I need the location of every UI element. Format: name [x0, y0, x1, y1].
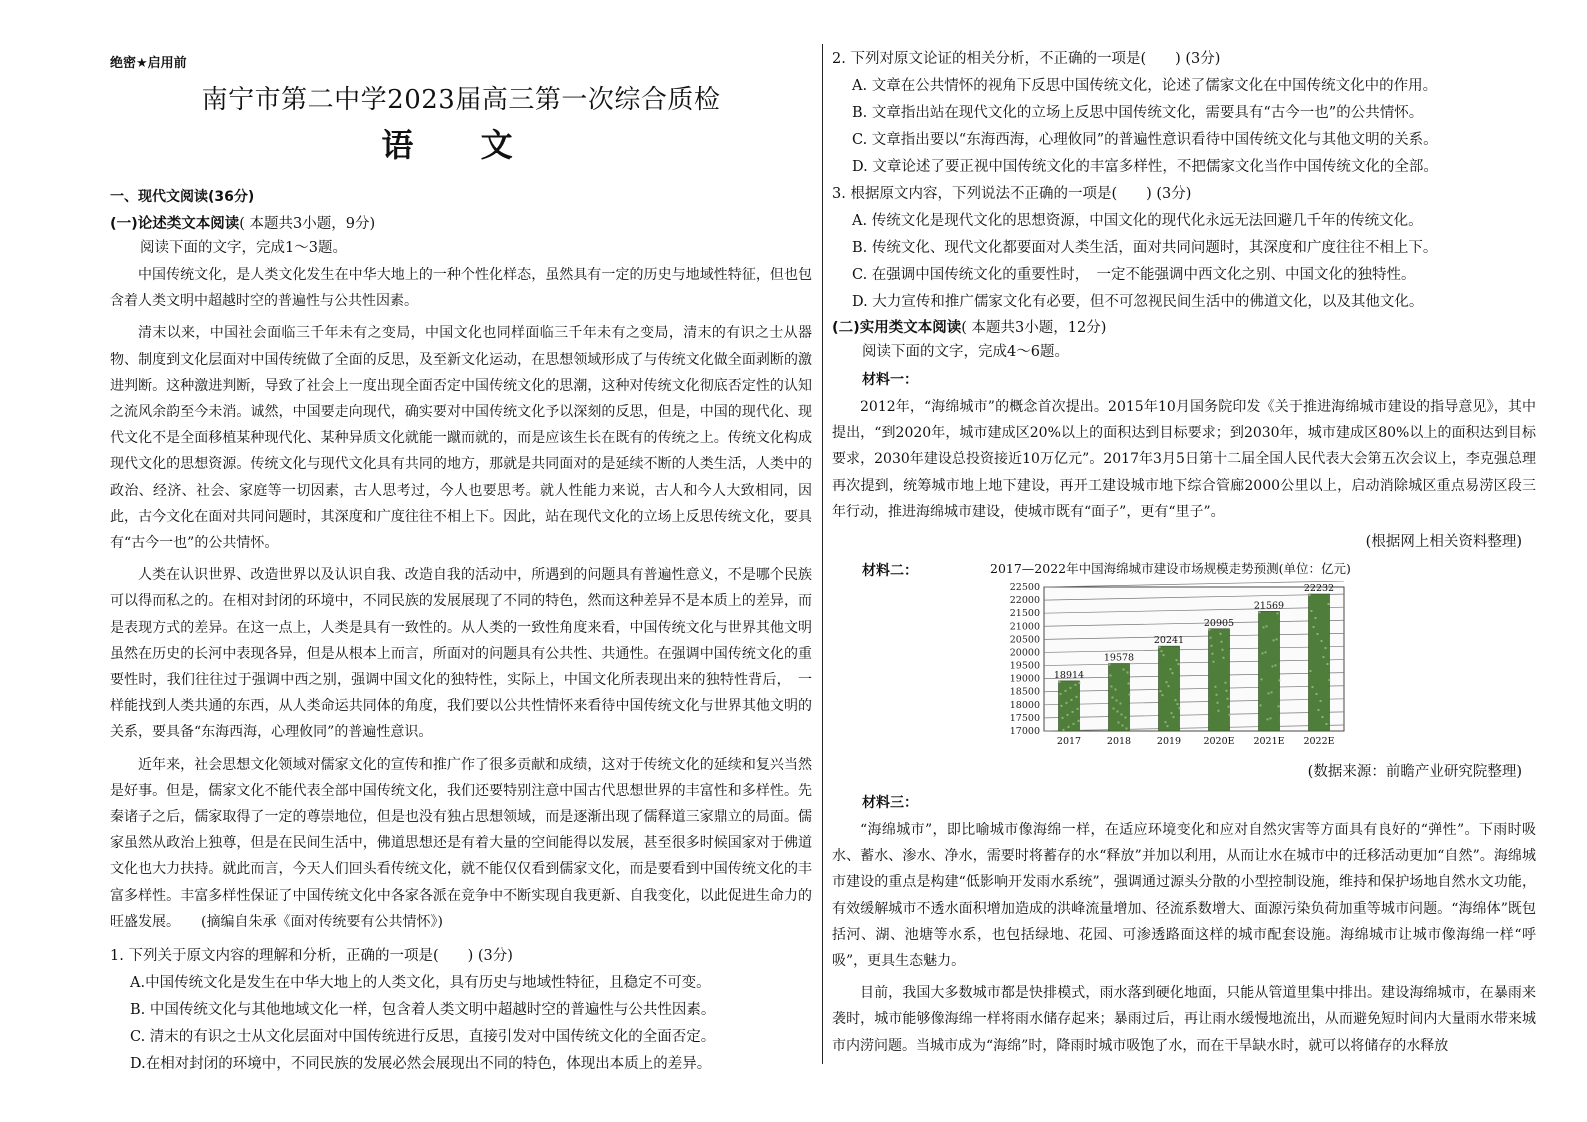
x-tick-label: 2021E	[1253, 736, 1285, 748]
chart-bar-texture	[1211, 645, 1213, 647]
chart-bar-texture	[1276, 638, 1278, 640]
y-tick-label: 20000	[1009, 647, 1040, 659]
question-1-option: A.中国传统文化是发生在中华大地上的人类文化，具有历史与地域性特征，且稳定不可变。	[130, 975, 711, 992]
chart-bar-texture	[1059, 681, 1061, 683]
reading-instruction: 阅读下面的文字，完成1～3题。	[140, 240, 347, 256]
x-tick-label: 2022E	[1303, 736, 1335, 748]
question-3: 3. 根据原文内容，下列说法不正确的一项是( ) (3分)	[832, 186, 1192, 202]
chart-bar-texture	[1312, 686, 1314, 688]
chart-bar-texture	[1072, 711, 1074, 713]
chart-bar-texture	[1273, 639, 1275, 641]
y-tick-label: 21000	[1009, 621, 1040, 633]
chart-bar-texture	[1279, 679, 1281, 681]
bar-data-label: 22232	[1303, 583, 1335, 595]
subsection-heading	[110, 212, 812, 233]
chart-bar-texture	[1063, 729, 1065, 731]
chart-bar-texture	[1178, 663, 1180, 665]
chart-bar-texture	[1125, 717, 1127, 719]
chart-bar-texture	[1071, 699, 1073, 701]
chart-bar-texture	[1317, 633, 1319, 635]
chart-bar-texture	[1075, 684, 1077, 686]
chart-bar	[1159, 646, 1180, 731]
chart-bar-texture	[1325, 647, 1327, 649]
chart-bar-texture	[1268, 692, 1270, 694]
chart-bar-texture	[1116, 700, 1118, 702]
chart-bar-texture	[1228, 706, 1230, 708]
chart-bar-texture	[1128, 683, 1130, 685]
chart-bar-texture	[1068, 726, 1070, 728]
material-3-paragraph: “海绵城市”，即比喻城市像海绵一样，在适应环境变化和应对自然灾害等方面具有良好的“弹性”。下雨时吸水、蓄水、渗水、净水，需要时将蓄存的水“释放”并加以利用，从而让水在城市中的迁移活动更加“自然”。海绵城市建设的重点是构建“低影响开发雨水系统”，强调通过源头分散的小型控制设施，维持和保护场地自然水文功能，有效缓解城市不透水面积增加造成的洪峰流量增加、径流系数增大、面源污染负荷加重等城市问题。“海绵体”既包括河、湖、池塘等水系，也包括绿地、花园、可渗透路面这样的城市配套设施。海绵城市让城市像海绵一样“呼吸”，更具生态魅力。	[832, 822, 1536, 970]
chart-bar-texture	[1225, 682, 1227, 684]
question-2-option: A. 文章在公共情怀的视角下反思中国传统文化，论述了儒家文化在中国传统文化中的作用。	[852, 78, 1438, 94]
question-2-option: B. 文章指出站在现代文化的立场上反思中国传统文化，需要具有“古今一也”的公共情怀。	[852, 105, 1424, 121]
chart-bar-texture	[1226, 690, 1228, 692]
chart-bar-texture	[1162, 694, 1164, 696]
chart-bar-texture	[1277, 612, 1279, 614]
chart-bar-texture	[1113, 708, 1115, 710]
chart-bar-texture	[1261, 678, 1263, 680]
secret-label: 绝密★启用前	[110, 56, 187, 71]
chart-bar-texture	[1172, 672, 1174, 674]
chart-bar	[1209, 629, 1230, 731]
question-2-option: D. 文章论述了要正视中国传统文化的丰富多样性，不把儒家文化当作中国传统文化的全部。	[852, 159, 1438, 175]
chart-bar-texture	[1221, 641, 1223, 643]
chart-bar-texture	[1166, 681, 1168, 683]
chart-bar-texture	[1222, 649, 1224, 651]
chart-bar-texture	[1175, 699, 1177, 701]
left-column	[110, 46, 812, 1078]
x-tick-label: 2020E	[1203, 736, 1235, 748]
y-tick-label: 22500	[1009, 582, 1040, 594]
chart-bar-texture	[1217, 702, 1219, 704]
chart-bar-texture	[1159, 646, 1161, 648]
question-3-option: C. 在强调中国传统文化的重要性时， 一定不能强调中西文化之别、中国文化的独特性。	[852, 267, 1416, 283]
chart-bar-texture	[1118, 722, 1120, 724]
chart-bar-texture	[1313, 626, 1315, 628]
passage-paragraph: 清末以来，中国社会面临三千年未有之变局，中国文化也同样面临三千年未有之变局，清末的有识之士从器物、制度到文化层面对中国传统做了全面的反思，及至新文化运动，在思想领域形成了与传统文化做全面剥断的激进判断。这种激进判断，导致了社会上一度出现全面否定中国传统文化的思潮，这种对传统文化彻底否定性的认知之流风余韵至今未消。诚然，中国要走向现代，确实要对中国传统文化予以深刻的反思，但是，中国的现代化、现代文化不是全面移植某种现代化、某种异质文化就能一蹴而就的，而是应该生长在既有的传统之上。传统文化构成现代文化的思想资源。传统文化与现代文化具有共同的地方，那就是共同面对的是延续不断的人类生活，人类中的政治、经济、社会、家庭等一切因素，古人思考过，今人也要思考。就人性能力来说，古人和今人大致相同，因此，古今文化在面对共同问题时，其深度和广度往往不相上下。因此，站在现代文化的立场上反思传统文化，要具有“古今一也”的公共情怀。	[110, 325, 812, 552]
chart-bar-texture	[1218, 710, 1220, 712]
chart-title: 2017—2022年中国海绵城市建设市场规模走势预测(单位：亿元)	[990, 561, 1351, 577]
chart-bar-texture	[1077, 708, 1079, 710]
subsection-heading	[832, 316, 1536, 337]
right-column	[832, 46, 1536, 1059]
chart-bar-texture	[1318, 709, 1320, 711]
chart-bar-texture	[1170, 668, 1172, 670]
chart-bar-texture	[1161, 650, 1163, 652]
question-1: 1. 下列关于原文内容的理解和分析，正确的一项是( ) (3分)	[110, 948, 513, 965]
question-2-option: C. 文章指出要以“东海西海，心理攸同”的普遍性意识看待中国传统文化与其他文明的关系。	[852, 132, 1438, 148]
chart-bar-texture	[1328, 603, 1330, 605]
chart-bar	[1259, 611, 1280, 731]
chart-bar-texture	[1109, 664, 1111, 666]
chart-bar-texture	[1275, 664, 1277, 666]
question-1-option: B. 中国传统文化与其他地域文化一样，包含着人类文明中超越时空的普遍性与公共性因素。	[130, 1002, 716, 1019]
y-tick-label: 19000	[1009, 673, 1040, 685]
chart-bar-texture	[1215, 686, 1217, 688]
chart-bar-texture	[1070, 687, 1072, 689]
chart-bar-texture	[1262, 652, 1264, 654]
chart-bar-texture	[1115, 689, 1117, 691]
subsection-note: ( 本题共3小题，9分)	[239, 216, 376, 232]
chart-bar-texture	[1267, 718, 1269, 720]
bar-chart	[1006, 581, 1354, 749]
chart-bar-texture	[1163, 654, 1165, 656]
x-tick-label: 2017	[1056, 736, 1082, 748]
chart-bar-texture	[1321, 640, 1323, 642]
question-3-option: B. 传统文化、现代文化都要面对人类生活，面对共同问题时，其深度和广度往往不相上下。	[852, 240, 1438, 256]
chart-bar-texture	[1210, 637, 1212, 639]
chart-bar-texture	[1160, 690, 1162, 692]
material-1-source: (根据网上相关资料整理)	[1365, 534, 1522, 551]
chart-bar-texture	[1263, 626, 1265, 628]
chart-bar-texture	[1123, 669, 1125, 671]
material-3-label: 材料三：	[862, 795, 918, 812]
y-tick-label: 22000	[1009, 595, 1040, 607]
chart-bar-texture	[1278, 705, 1280, 707]
bar-data-label: 20241	[1153, 635, 1185, 647]
chart-bar-texture	[1179, 707, 1181, 709]
subsection-label: (一)论述类文本阅读	[110, 216, 240, 232]
chart-bar-texture	[1311, 610, 1313, 612]
question-3-option: D. 大力宣传和推广儒家文化有必要，但不可忽视民间生活中的佛道文化，以及其他文化。	[852, 294, 1424, 310]
bar-data-label: 18914	[1053, 669, 1085, 681]
question-1-option: D.在相对封闭的环境中，不同民族的发展必然会展现出不同的特色，体现出本质上的差异。	[130, 1056, 712, 1073]
chart-bar-texture	[1176, 659, 1178, 661]
subject-title: 语 文	[381, 126, 541, 164]
chart-bar-texture	[1066, 702, 1068, 704]
chart-bar-texture	[1323, 656, 1325, 658]
chart-bar-texture	[1315, 617, 1317, 619]
chart-bar-texture	[1209, 629, 1211, 631]
subsection-label: (二)实用类文本阅读	[832, 320, 962, 336]
chart-bar-texture	[1173, 716, 1175, 718]
chart-bar-texture	[1310, 670, 1312, 672]
reading-instruction: 阅读下面的文字，完成4～6题。	[862, 344, 1069, 360]
passage-paragraph: 中国传统文化，是人类文化发生在中华大地上的一种个性化样态，虽然具有一定的历史与地域性特征，但也包含着人类文明中超越时空的普遍性与公共性因素。	[110, 267, 812, 310]
material-1-text: 2012年，“海绵城市”的概念首次提出。2015年10月国务院印发《关于推进海绵城市建设的指导意见》，其中提出，“到2020年，城市建成区20%以上的面积达到目标要求；到2030年，城市建成区80%以上的面积达到目标要求，2030年建设总投资接近10万亿元”。2017年3月5日第十二届全国人民代表大会第五次会议上，李克强总理再次提到，统筹城市地上地下建设，再开工建设城市地下综合管廊2000公里以上，启动消除城区重点易涝区段三年行动，推进海绵城市建设，使城市既有“面子”，更有“里子”。	[832, 399, 1536, 520]
chart-bar-texture	[1120, 703, 1122, 705]
chart-bar-texture	[1265, 651, 1267, 653]
chart-bar-texture	[1216, 694, 1218, 696]
chart-bar-texture	[1076, 696, 1078, 698]
question-1-option: C. 清末的有识之士从文化层面对中国传统进行反思，直接引发对中国传统文化的全面否定。	[130, 1029, 716, 1046]
chart-bar-texture	[1329, 679, 1331, 681]
chart-bar-texture	[1117, 711, 1119, 713]
x-tick-label: 2019	[1156, 736, 1182, 748]
chart-bar-texture	[1167, 725, 1169, 727]
y-tick-label: 19500	[1009, 660, 1040, 672]
y-tick-label: 18000	[1009, 699, 1040, 711]
chart-bar-texture	[1165, 721, 1167, 723]
chart-source: (数据来源：前瞻产业研究院整理)	[1307, 764, 1522, 781]
chart-bar-texture	[1271, 691, 1273, 693]
chart-bar-texture	[1213, 661, 1215, 663]
exam-title: 南宁市第二中学2023届高三第一次综合质检	[201, 85, 721, 115]
chart-bar-texture	[1126, 728, 1128, 730]
chart-bar-texture	[1062, 717, 1064, 719]
subsection-note: ( 本题共3小题，12分)	[961, 320, 1107, 336]
material-2-block	[832, 559, 1536, 759]
chart-bar-texture	[1309, 594, 1311, 596]
section-heading: 一、现代文阅读(36分)	[110, 189, 255, 205]
chart-bar-texture	[1079, 682, 1081, 684]
passage-paragraph: 近年来，社会思想文化领域对儒家文化的宣传和推广作了很多贡献和成绩，这对于传统文化的延续和复兴当然是好事。但是，儒家文化不能代表全部中国传统文化，我们还要特别注意中国古代思想世界的丰富性和多样性。先秦诸子之后，儒家取得了一定的尊崇地位，但是也没有独占思想领域，而是逐渐出现了儒释道三家鼎立的局面。儒家虽然从政治上独尊，但是在民间生活中，佛道思想还是有着大量的空间能得以发展，甚至很多时候国家对于佛道文化也大力扶持。就此而言，今天人们回头看传统文化，就不能仅仅看到儒家文化，而是要看到中国传统文化的丰富多样性。丰富多样性保证了中国传统文化中各家各派在竞争中不断实现自我更新、自我变化，以此促进生命力的旺盛发展。 (摘编自朱承《面对传统要有公共情怀》)	[110, 756, 812, 930]
chart-bar-texture	[1129, 694, 1131, 696]
chart-bar-texture	[1227, 698, 1229, 700]
chart-bar-texture	[1212, 653, 1214, 655]
chart-bar-texture	[1078, 720, 1080, 722]
y-tick-label: 17000	[1009, 726, 1040, 738]
chart-bar-texture	[1316, 693, 1318, 695]
chart-bar-texture	[1111, 686, 1113, 688]
y-tick-label: 21500	[1009, 608, 1040, 620]
chart-bar-texture	[1320, 700, 1322, 702]
x-tick-label: 2018	[1106, 736, 1132, 748]
y-tick-label: 18500	[1009, 686, 1040, 698]
material-2-label: 材料二：	[862, 563, 918, 580]
question-2: 2. 下列对原文论证的相关分析，不正确的一项是( ) (3分)	[832, 51, 1221, 67]
material-1-label: 材料一：	[862, 372, 918, 388]
chart-bar-texture	[1122, 725, 1124, 727]
chart-bar-texture	[1168, 685, 1170, 687]
question-3-option: A. 传统文化是现代文化的思想资源，中国文化的现代化永远无法回避几千年的传统文化。	[852, 213, 1423, 229]
chart-gridline	[1044, 581, 1344, 587]
chart-bar-texture	[1171, 712, 1173, 714]
passage-paragraph: 人类在认识世界、改造世界以及认识自我、改造自我的活动中，所遇到的问题具有普遍性意义，不是哪个民族可以得而私之的。在相对封闭的环境中，不同民族的发展展现了不同的特色，然而这种差异不是本质上的差异，而是表现方式的差异。在这一点上，人类是具有一致性的。从人类的一致性角度来看，中国传统文化与世界其他文明虽然在历史的长河中表现各异，但是从根本上而言，所面对的问题具有公共性、共通性。在强调中国传统文化的重要性时，我们往往过于强调中西之别，强调中国文化的独特性，实际上，中国文化所表现出来的独特性背后， 一样能找到人类共通的东西，从人类命运共同体的角度，我们要以公共性情怀来看待中国传统文化与世界其他文明的关系，要具备“东海西海，心理攸同”的普遍性意识。	[110, 567, 812, 741]
chart-bar-texture	[1259, 611, 1261, 613]
chart-bar-texture	[1127, 672, 1129, 674]
chart-bar-texture	[1229, 714, 1231, 716]
chart-bar-texture	[1260, 704, 1262, 706]
chart-bar-texture	[1067, 714, 1069, 716]
material-3-paragraph: 目前，我国大多数城市都是快排模式，雨水落到硬化地面，只能从管道里集中排出。建设海绵城市，在暴雨来袭时，城市能够像海绵一样将雨水储存起来；暴雨过后，再让雨水缓慢地流出，从而避免短时间内大量雨水带来城市内涝问题。当城市成为“海绵”时，降雨时城市吸饱了水，而在干旱缺水时，就可以将储存的水释放	[832, 985, 1536, 1054]
chart-bar-texture	[1112, 697, 1114, 699]
chart-bar-texture	[1272, 665, 1274, 667]
chart-bar-texture	[1060, 693, 1062, 695]
chart-bar-texture	[1065, 690, 1067, 692]
column-divider	[822, 44, 823, 1064]
chart-bar-texture	[1223, 657, 1225, 659]
chart-bar-texture	[1177, 703, 1179, 705]
chart-bar-texture	[1121, 714, 1123, 716]
chart-bar-texture	[1220, 633, 1222, 635]
chart-bar-texture	[1327, 663, 1329, 665]
bar-chart-svg	[1006, 581, 1354, 749]
y-tick-label: 17500	[1009, 712, 1040, 724]
chart-bar-texture	[1110, 675, 1112, 677]
bar-data-label: 19578	[1103, 652, 1135, 664]
chart-bar-texture	[1061, 705, 1063, 707]
chart-bar-texture	[1073, 723, 1075, 725]
bar-data-label: 21569	[1253, 600, 1285, 612]
y-tick-label: 20500	[1009, 634, 1040, 646]
chart-bar-texture	[1270, 717, 1272, 719]
chart-bar-texture	[1326, 723, 1328, 725]
bar-data-label: 20905	[1203, 617, 1235, 629]
chart-bar-texture	[1322, 716, 1324, 718]
chart-bar-texture	[1266, 625, 1268, 627]
chart-plot-frame	[1044, 587, 1344, 731]
